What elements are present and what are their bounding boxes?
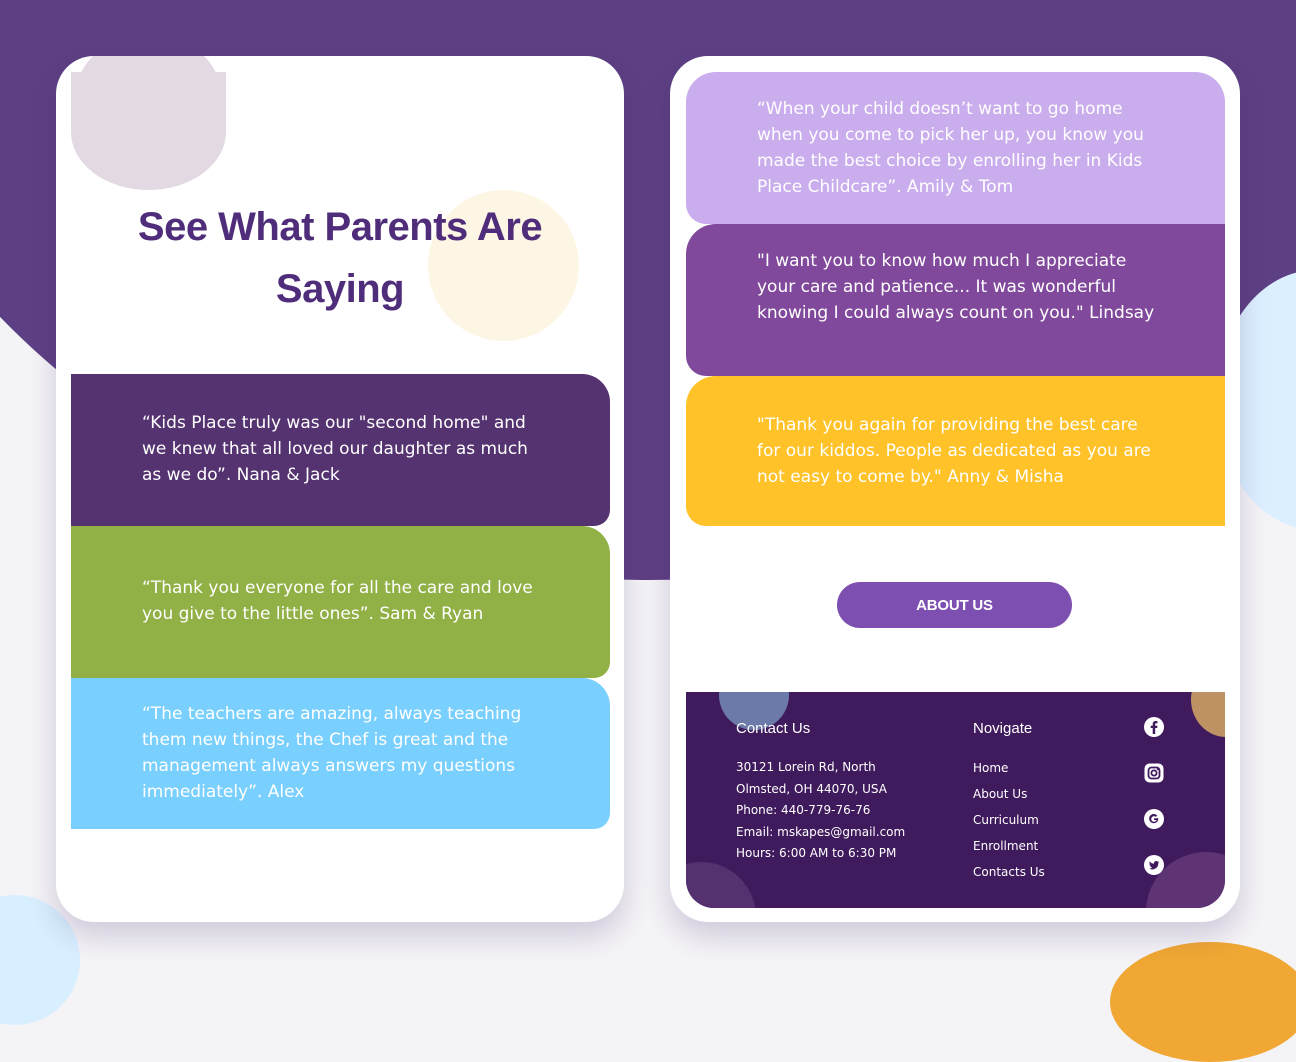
footer [686,692,1225,908]
footer-nav-curriculum[interactable]: Curriculum [973,813,1039,827]
google-icon[interactable] [1143,808,1165,830]
footer-nav-enrollment[interactable]: Enrollment [973,839,1039,853]
contact-address-line2: Olmsted, OH 44070, USA [736,781,887,796]
testimonial-card [71,526,610,678]
testimonial-text: “When your child doesn’t want to go home when you come to pick her up, you know you made the best choice by enrolling her in Kids Place Childcare”. Amily & Tom [757,99,1144,197]
page-title-line1: See What Parents Are [137,205,543,249]
testimonial-text: “Kids Place truly was our "second home" and we knew that all loved our daughter as much as we do”. Nana & Jack [142,413,528,485]
background-blue-circle-small [0,895,80,1025]
testimonial-card [71,374,610,526]
testimonial-text: "I want you to know how much I appreciate your care and patience... It was wonderful knowing I could always count on you." Lindsay [757,251,1155,323]
testimonial-card [686,72,1225,224]
instagram-icon[interactable] [1143,762,1165,784]
testimonial-card [686,224,1225,376]
footer-nav-about-us[interactable]: About Us [973,787,1028,801]
footer-nav-contacts-us[interactable]: Contacts Us [973,865,1045,879]
decorative-circle [1191,692,1225,737]
testimonial-text: “The teachers are amazing, always teaching them new things, the Chef is great and the management always answers my questions immediately”. Alex [142,704,522,802]
contact-email: Email: mskapes@gmail.com [736,824,906,839]
testimonial-text: “Thank you everyone for all the care and love you give to the little ones”. Sam & Ryan [142,578,533,624]
contact-heading: Contact Us [736,720,811,737]
contact-details [736,757,905,865]
social-links [1143,716,1165,900]
testimonial-card [686,376,1225,526]
contact-address-line1: 30121 Lorein Rd, North [736,760,876,774]
page-title [71,196,609,320]
page-title-line2: Saying [275,267,405,311]
contact-hours: Hours: 6:00 AM to 6:30 PM [736,846,897,860]
left-phone-screen [56,56,624,922]
twitter-icon[interactable] [1143,854,1165,876]
navigate-heading: Novigate [973,720,1033,737]
decorative-circle [686,862,756,908]
testimonial-card [71,678,610,829]
right-phone-screen [670,56,1240,922]
background-orange-circle [1110,942,1296,1062]
contact-phone: Phone: 440-779-76-76 [736,803,871,817]
footer-nav-home[interactable]: Home [973,761,1009,775]
about-us-button[interactable]: ABOUT US [837,582,1072,628]
facebook-icon[interactable] [1143,716,1165,738]
testimonial-text: "Thank you again for providing the best care for our kiddos. People as dedicated as you are not easy to come by." Anny & Misha [757,415,1151,487]
footer-nav [973,755,1045,885]
decorative-circle [71,72,226,190]
